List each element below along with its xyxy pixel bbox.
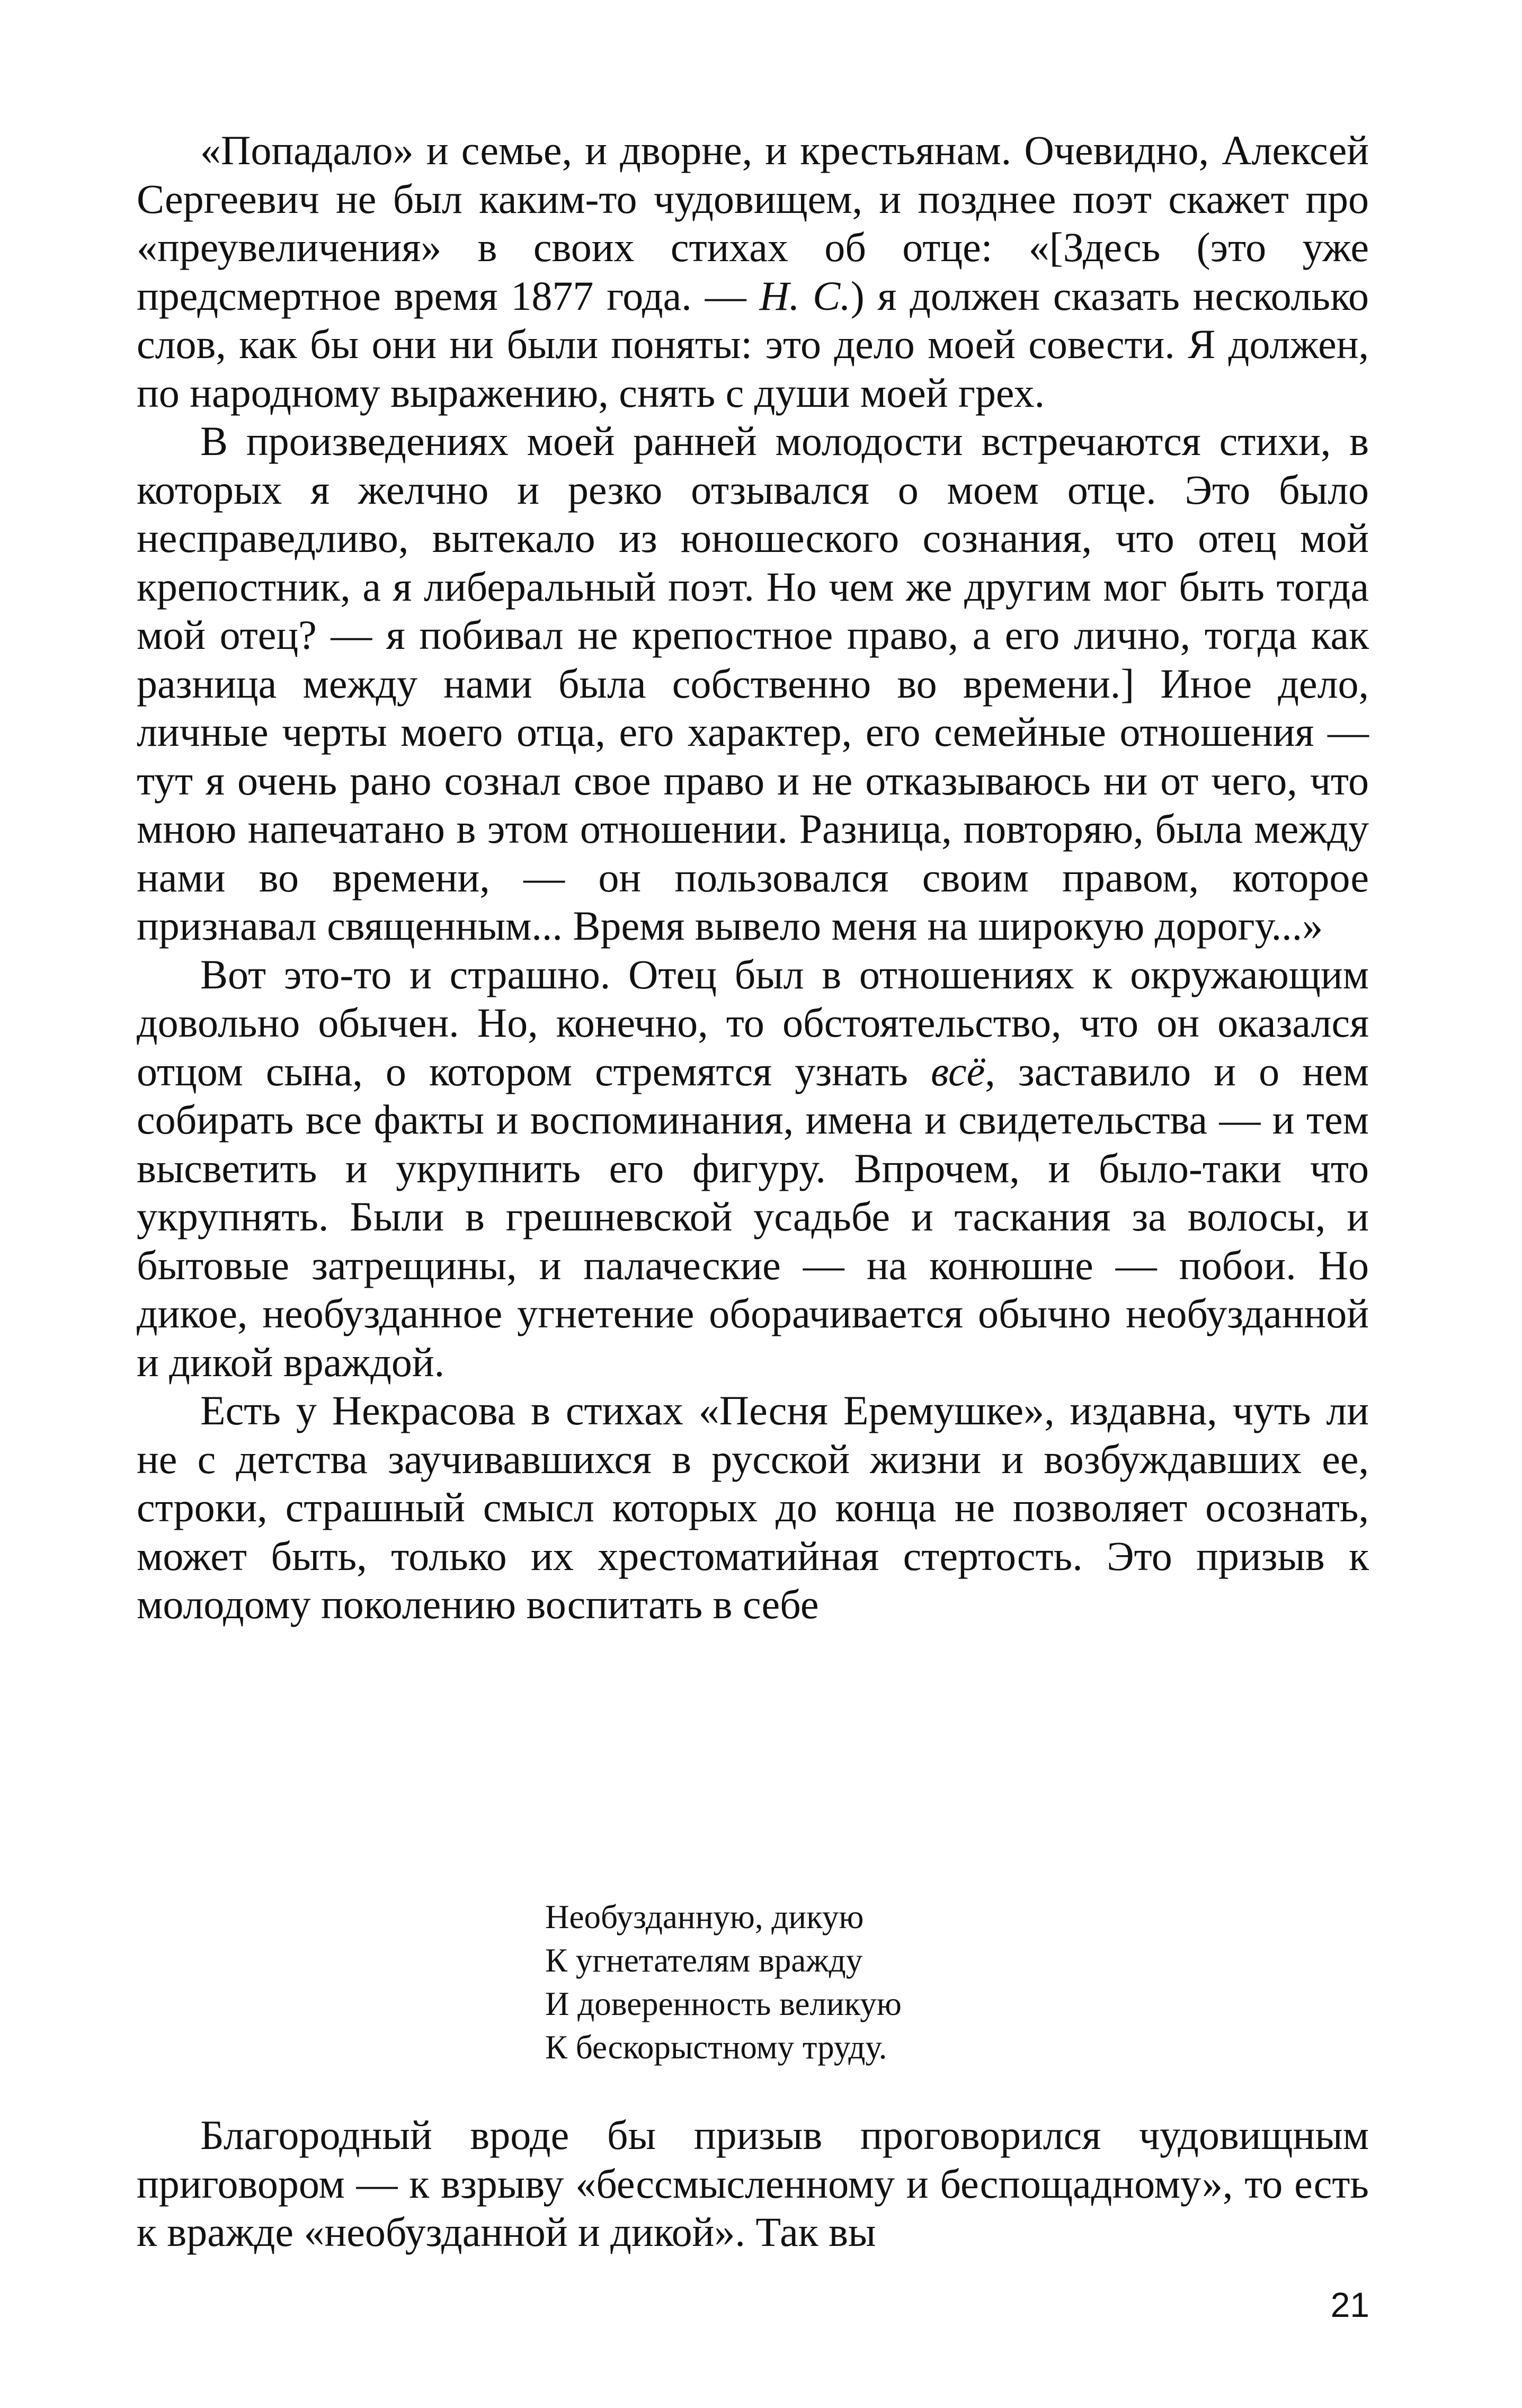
paragraph — [137, 950, 1369, 1387]
poem-quote — [545, 1895, 902, 2069]
paragraph — [137, 417, 1369, 950]
emphasis-word: всё — [931, 1048, 985, 1094]
author-initials: Н. С. — [759, 272, 851, 319]
closing-text — [137, 2111, 1369, 2257]
paragraph-text: В произведениях моей ранней молодости встречаются стихи, в которых я желчно и резко отзывался о моем отце. Это было несправедливо, вытекало из юношеского сознания, что отец мой крепостник, а я либеральный поэт. Но чем же другим мог быть тогда мой отец? — я побивал не крепостное право, а его лично, тогда как разница между нами была собственно во времени.] Иное дело, личные черты моего отца, его характер, его семейные отношения — тут я очень рано сознал свое право и не отказываюсь ни от чего, что мною напечатано в этом отношении. Разница, повторяю, была между нами во времени, — он пользовался своим правом, которое признавал священным... Время вывело меня на широкую дорогу...» — [137, 418, 1369, 949]
poem-line: И доверенность великую — [545, 1985, 902, 2022]
paragraph-text: ) я должен сказать несколько слов, как бы они ни были поняты: это дело моей совести. Я должен, по народному выражению, снять с души моей грех. — [137, 272, 1369, 416]
poem-line: К угнетателям вражду — [545, 1942, 863, 1979]
paragraph: Благородный вроде бы призыв проговорился чудовищным приговором — к взрыву «бессмысленному и беспощадному», то есть к вражде «необузданной и дикой». Так вы — [137, 2112, 1369, 2255]
poem-line: К бескорыстному труду. — [545, 2029, 887, 2066]
page-number: 21 — [1330, 2285, 1369, 2324]
paragraph — [137, 126, 1369, 417]
paragraph-text: Есть у Некрасова в стихах «Песня Еремушке», издавна, чуть ли не с детства заучивавшихся в русской жизни и возбуждавших ее, строки, страшный смысл которых до конца не позволяет осознать, может быть, только их хрестоматийная стертость. Это призыв к молодому поколению воспитать в себе — [137, 1387, 1369, 1627]
paragraph-text: «Попадало» и семье, и дворне, и крестьянам. Очевидно, Алексей Сергеевич не был каким-то чудовищем, и позднее поэт скажет про «преувеличения» в своих стихах об отце: «[Здесь (это уже предсмертное время 1877 года. — — [137, 127, 1369, 319]
paragraph — [137, 1386, 1369, 1629]
paragraph-text: , заставило и о нем собирать все факты и воспоминания, имена и свидетельства — и тем высветить и укрупнить его фигуру. Впрочем, и было-таки что укрупнять. Были в грешневской усадьбе и таскания за волосы, и бытовые затрещины, и палаческие — на конюшне — побои. Но дикое, необузданное угнетение оборачивается обычно необузданной и дикой враждой. — [137, 1048, 1369, 1385]
paragraph-text: Вот это-то и страшно. Отец был в отношениях к окружающим довольно обычен. Но, конечно, то обстоятельство, что он оказался отцом сына, о котором стремятся узнать — [137, 951, 1369, 1094]
main-text — [137, 126, 1369, 1629]
poem-line: Необузданную, дикую — [545, 1898, 864, 1936]
